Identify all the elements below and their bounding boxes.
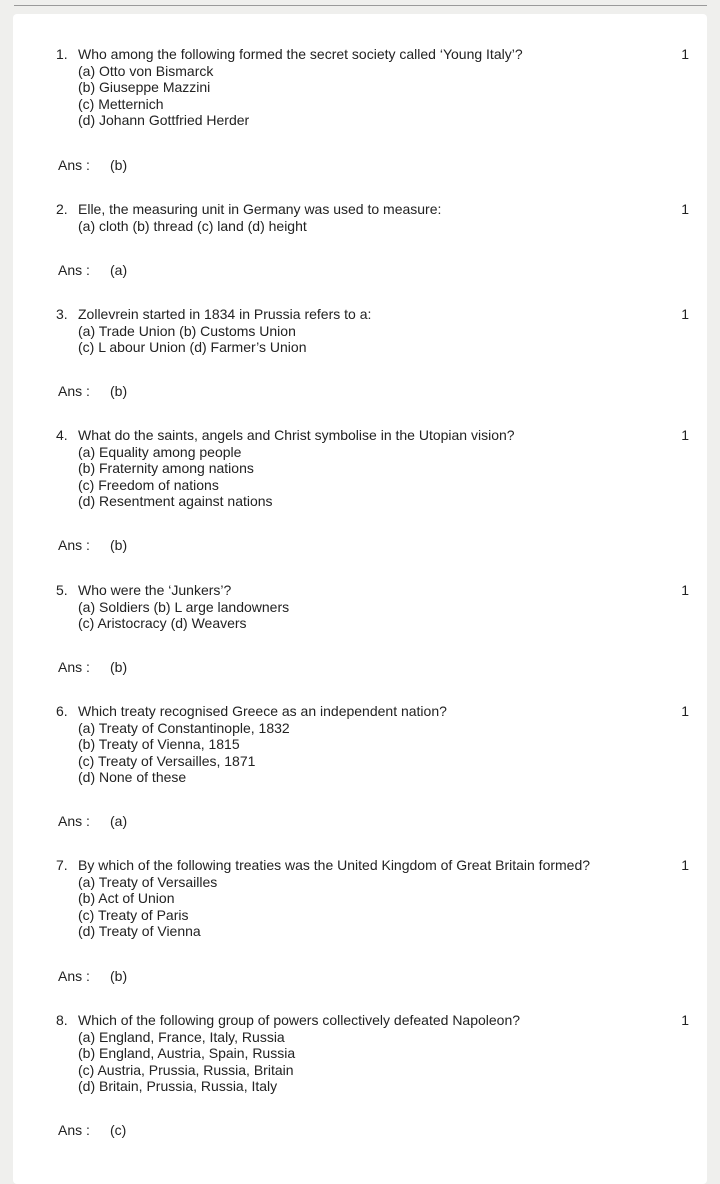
option-list bbox=[78, 323, 307, 356]
answer-line bbox=[58, 813, 127, 830]
question-marks: 1 bbox=[681, 46, 689, 62]
question-body: Which treaty recognised Greece as an independent nation? bbox=[78, 703, 447, 719]
option: (a) England, France, Italy, Russia bbox=[78, 1028, 285, 1045]
question-number: 5. bbox=[56, 582, 68, 598]
question-number: 8. bbox=[56, 1012, 68, 1028]
answer-line bbox=[58, 262, 127, 279]
answer-line bbox=[58, 383, 127, 400]
option: (b) Act of Union bbox=[78, 890, 175, 906]
question-marks: 1 bbox=[681, 582, 689, 598]
option: (a) Trade Union (b) Customs Union bbox=[78, 322, 296, 339]
question-number: 6. bbox=[56, 703, 68, 719]
option: (c) Treaty of Paris bbox=[78, 906, 189, 923]
option: (a) Soldiers (b) L arge landowners bbox=[78, 598, 290, 615]
question-text bbox=[56, 857, 590, 874]
option: (c) Treaty of Versailles, 1871 bbox=[78, 752, 256, 769]
answer-value: (b) bbox=[110, 537, 128, 553]
question-text bbox=[56, 46, 523, 63]
answer-value: (b) bbox=[110, 157, 128, 173]
option: (c) Metternich bbox=[78, 95, 164, 112]
option: (d) Britain, Prussia, Russia, Italy bbox=[78, 1078, 278, 1094]
answer-label: Ans : bbox=[58, 262, 90, 278]
question-text bbox=[56, 703, 447, 720]
question-marks: 1 bbox=[681, 306, 689, 322]
question-body: Zollevrein started in 1834 in Prussia refers to a: bbox=[78, 306, 372, 322]
option: (c) Aristocracy (d) Weavers bbox=[78, 615, 247, 631]
document-page bbox=[13, 14, 707, 1184]
option: (a) Treaty of Constantinople, 1832 bbox=[78, 719, 290, 736]
option: (d) Johann Gottfried Herder bbox=[78, 112, 250, 128]
question-body: By which of the following treaties was the United Kingdom of Great Britain formed? bbox=[78, 857, 591, 873]
option: (a) Otto von Bismarck bbox=[78, 62, 214, 79]
option-list bbox=[78, 874, 217, 940]
answer-label: Ans : bbox=[58, 1122, 90, 1138]
question-body: Who among the following formed the secret society called ‘Young Italy’? bbox=[78, 46, 523, 62]
question-marks: 1 bbox=[681, 201, 689, 217]
option: (c) L abour Union (d) Farmer’s Union bbox=[78, 339, 307, 355]
option: (a) cloth (b) thread (c) land (d) height bbox=[78, 217, 307, 234]
option: (c) Austria, Prussia, Russia, Britain bbox=[78, 1061, 294, 1078]
answer-line bbox=[58, 968, 127, 985]
option-list bbox=[78, 63, 249, 129]
question-number: 3. bbox=[56, 306, 68, 322]
question-body: Who were the ‘Junkers’? bbox=[78, 582, 232, 598]
question-number: 7. bbox=[56, 857, 68, 873]
answer-value: (b) bbox=[110, 968, 128, 984]
option: (b) England, Austria, Spain, Russia bbox=[78, 1045, 296, 1061]
answer-value: (b) bbox=[110, 383, 128, 399]
answer-value: (a) bbox=[110, 813, 128, 829]
question-text bbox=[56, 201, 441, 218]
answer-label: Ans : bbox=[58, 659, 90, 675]
top-divider bbox=[14, 5, 707, 6]
option: (b) Treaty of Vienna, 1815 bbox=[78, 736, 240, 752]
answer-value: (b) bbox=[110, 659, 128, 675]
question-number: 1. bbox=[56, 46, 68, 62]
option-list bbox=[78, 218, 307, 235]
answer-value: (a) bbox=[110, 262, 128, 278]
answer-label: Ans : bbox=[58, 383, 90, 399]
question-marks: 1 bbox=[681, 427, 689, 443]
option: (d) Resentment against nations bbox=[78, 493, 273, 509]
option: (a) Treaty of Versailles bbox=[78, 873, 218, 890]
option: (a) Equality among people bbox=[78, 443, 242, 460]
answer-line bbox=[58, 157, 127, 174]
question-body: Which of the following group of powers collectively defeated Napoleon? bbox=[78, 1012, 521, 1028]
question-number: 2. bbox=[56, 201, 68, 217]
answer-line bbox=[58, 1122, 126, 1139]
answer-value: (c) bbox=[110, 1122, 127, 1138]
option: (b) Giuseppe Mazzini bbox=[78, 79, 211, 95]
question-marks: 1 bbox=[681, 857, 689, 873]
option: (d) Treaty of Vienna bbox=[78, 923, 201, 939]
question-number: 4. bbox=[56, 427, 68, 443]
answer-line bbox=[58, 659, 127, 676]
option: (c) Freedom of nations bbox=[78, 476, 219, 493]
option: (b) Fraternity among nations bbox=[78, 460, 254, 476]
question-body: Elle, the measuring unit in Germany was used to measure: bbox=[78, 201, 442, 217]
question-marks: 1 bbox=[681, 1012, 689, 1028]
option-list bbox=[78, 599, 289, 632]
question-text bbox=[56, 427, 515, 444]
option-list bbox=[78, 720, 290, 786]
answer-label: Ans : bbox=[58, 157, 90, 173]
question-marks: 1 bbox=[681, 703, 689, 719]
answer-label: Ans : bbox=[58, 537, 90, 553]
option: (d) None of these bbox=[78, 769, 187, 785]
question-text bbox=[56, 306, 371, 323]
answer-line bbox=[58, 537, 127, 554]
question-text bbox=[56, 582, 231, 599]
question-body: What do the saints, angels and Christ symbolise in the Utopian vision? bbox=[78, 427, 515, 443]
answer-label: Ans : bbox=[58, 813, 90, 829]
option-list bbox=[78, 1029, 295, 1095]
question-text bbox=[56, 1012, 520, 1029]
answer-label: Ans : bbox=[58, 968, 90, 984]
option-list bbox=[78, 444, 273, 510]
